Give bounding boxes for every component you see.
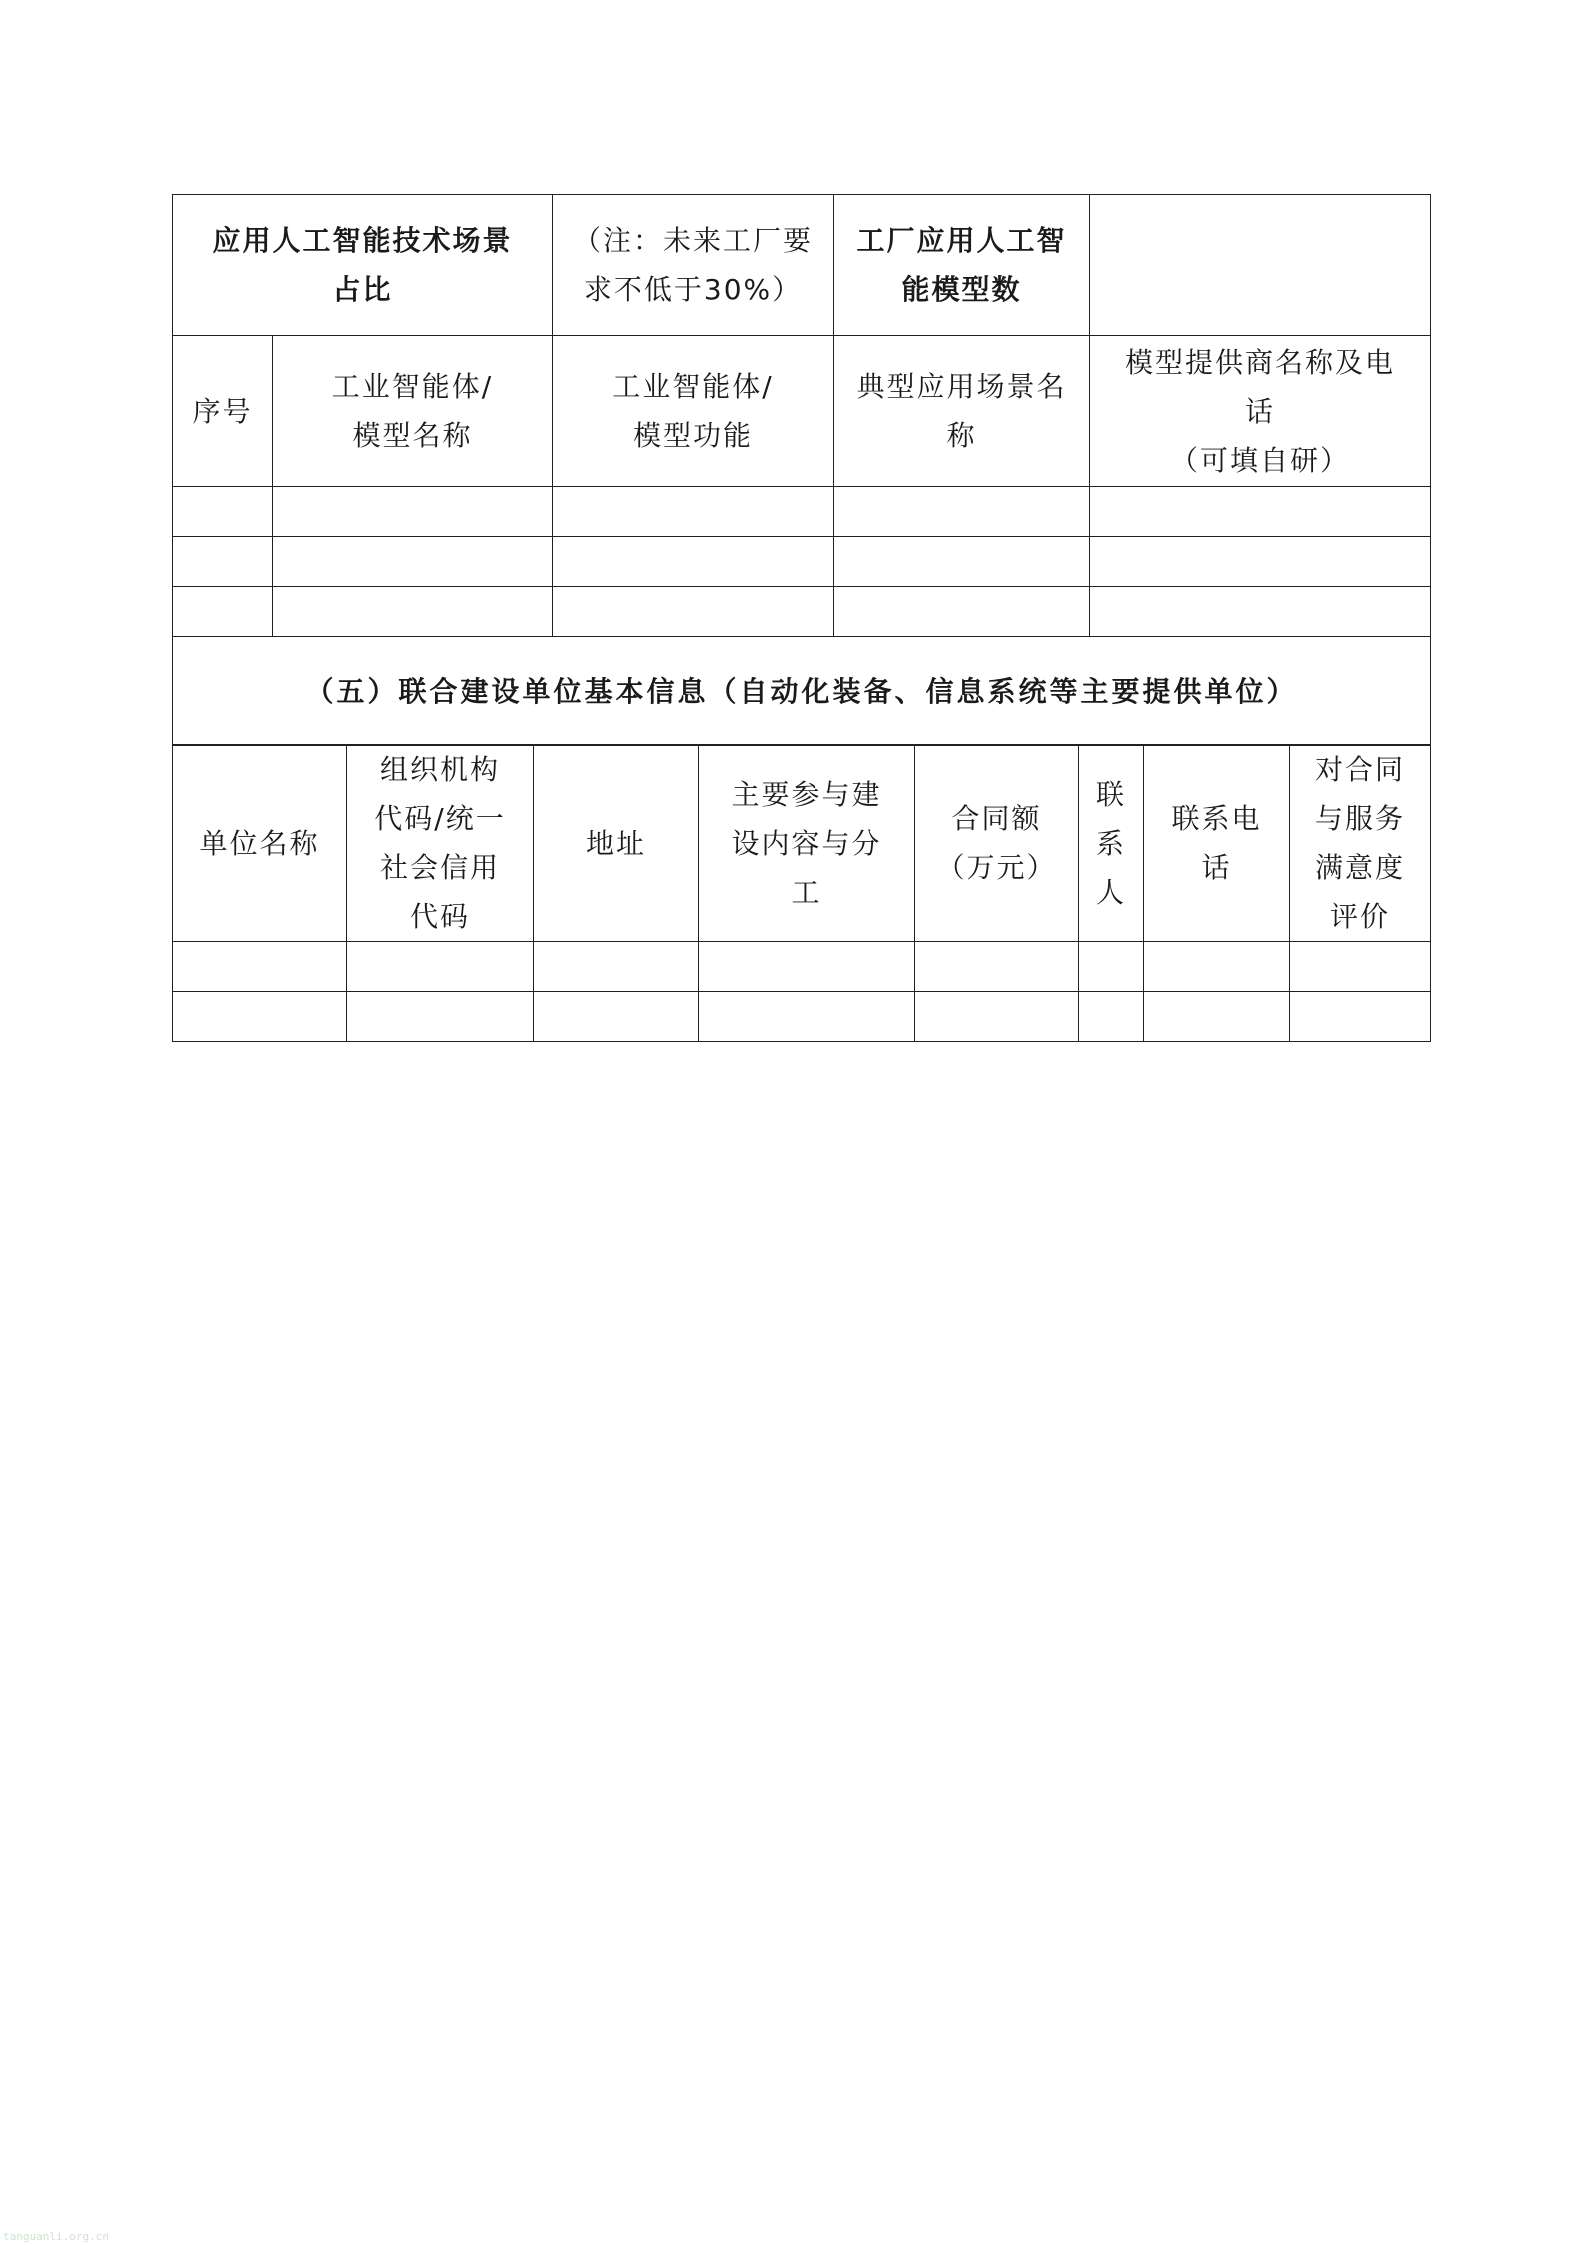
table-cell[interactable] xyxy=(347,992,534,1042)
table-cell[interactable] xyxy=(1290,942,1431,992)
header-contract-amount: 合同额 （万元） xyxy=(915,745,1079,942)
table-cell[interactable] xyxy=(915,942,1079,992)
header-address: 地址 xyxy=(534,745,699,942)
table-row xyxy=(173,942,1431,992)
table-row xyxy=(173,487,1431,537)
header-org-code: 组织机构 代码/统一 社会信用 代码 xyxy=(347,745,534,942)
table-row xyxy=(173,992,1431,1042)
table-cell[interactable] xyxy=(1090,587,1431,637)
model-count-value-cell[interactable] xyxy=(1090,195,1431,336)
header-work: 主要参与建 设内容与分 工 xyxy=(699,745,915,942)
header-contact: 联 系 人 xyxy=(1079,745,1144,942)
table-cell[interactable] xyxy=(699,942,915,992)
table-cell[interactable] xyxy=(553,487,834,537)
table-cell[interactable] xyxy=(173,992,347,1042)
table-cell[interactable] xyxy=(1144,942,1290,992)
table-cell[interactable] xyxy=(347,942,534,992)
table-cell[interactable] xyxy=(1079,992,1144,1042)
table-cell[interactable] xyxy=(834,487,1090,537)
table-cell[interactable] xyxy=(553,537,834,587)
header-agent-name: 工业智能体/ 模型名称 xyxy=(273,336,553,487)
table-cell[interactable] xyxy=(534,942,699,992)
table-row xyxy=(173,587,1431,637)
table-cell[interactable] xyxy=(699,992,915,1042)
table-cell[interactable] xyxy=(834,537,1090,587)
table-cell[interactable] xyxy=(915,992,1079,1042)
header-agent-function: 工业智能体/ 模型功能 xyxy=(553,336,834,487)
ai-application-table xyxy=(172,194,1431,746)
table-cell[interactable] xyxy=(273,587,553,637)
table-cell[interactable] xyxy=(173,587,273,637)
section-5-title: （五）联合建设单位基本信息（自动化装备、信息系统等主要提供单位） xyxy=(173,637,1431,746)
table-cell[interactable] xyxy=(1290,992,1431,1042)
table-cell[interactable] xyxy=(173,487,273,537)
header-phone: 联系电 话 xyxy=(1144,745,1290,942)
header-seq: 序号 xyxy=(173,336,273,487)
table-cell[interactable] xyxy=(173,537,273,587)
table-cell[interactable] xyxy=(553,587,834,637)
table-cell[interactable] xyxy=(1079,942,1144,992)
joint-units-table xyxy=(172,744,1431,1042)
header-satisfaction: 对合同 与服务 满意度 评价 xyxy=(1290,745,1431,942)
header-scenario: 典型应用场景名 称 xyxy=(834,336,1090,487)
table-cell[interactable] xyxy=(834,587,1090,637)
header-unit-name: 单位名称 xyxy=(173,745,347,942)
table-cell[interactable] xyxy=(534,992,699,1042)
ai-ratio-note-cell[interactable]: （注：未来工厂要 求不低于30%） xyxy=(553,195,834,336)
table-cell[interactable] xyxy=(173,942,347,992)
table-cell[interactable] xyxy=(1090,537,1431,587)
table-cell[interactable] xyxy=(273,537,553,587)
watermark: tanguanli.org.cn xyxy=(3,2230,109,2243)
ai-ratio-label: 应用人工智能技术场景 占比 xyxy=(173,195,553,336)
table-cell[interactable] xyxy=(273,487,553,537)
model-count-label: 工厂应用人工智 能模型数 xyxy=(834,195,1090,336)
table-cell[interactable] xyxy=(1144,992,1290,1042)
header-provider: 模型提供商名称及电 话 （可填自研） xyxy=(1090,336,1431,487)
table-cell[interactable] xyxy=(1090,487,1431,537)
table-row xyxy=(173,537,1431,587)
